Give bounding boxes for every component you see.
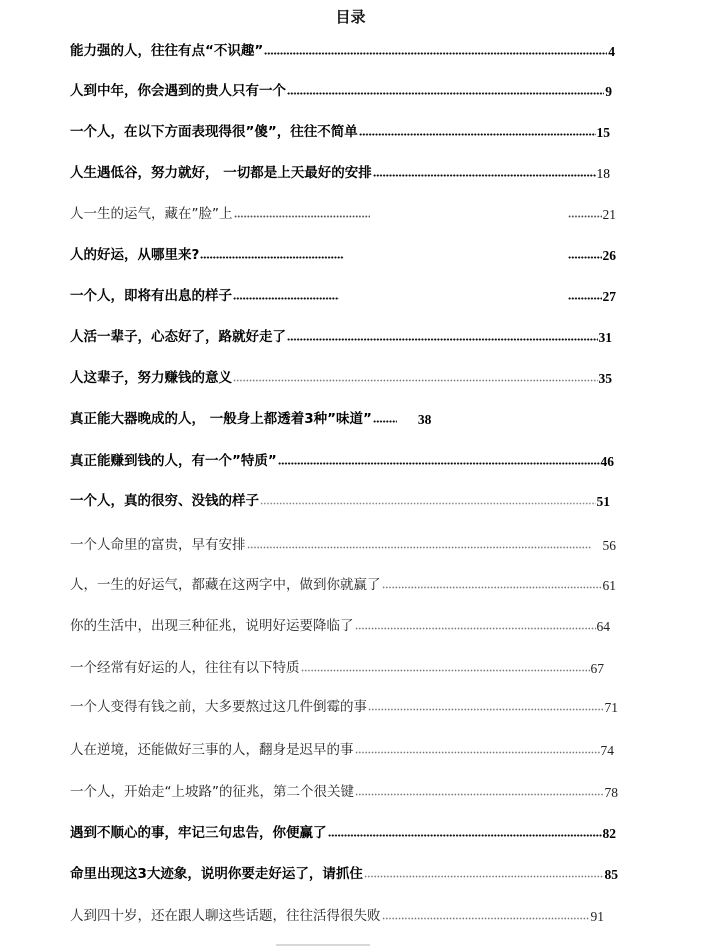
toc-entry-title: 人在逆境，还能做好三事的人，翻身是迟早的事	[70, 741, 354, 758]
toc-entry-page: 15	[596, 124, 610, 140]
toc-entry-page: 35	[598, 370, 612, 386]
dot-leader	[260, 495, 596, 505]
dot-leader	[233, 290, 339, 300]
toc-entry-page: 51	[596, 493, 610, 509]
toc-entry-page: 9	[605, 83, 612, 99]
toc-entry-title: 人的好运，从哪里来?	[70, 246, 200, 263]
toc-entry[interactable]	[70, 735, 614, 757]
page-scroll-indicator	[276, 944, 370, 946]
dot-leader	[568, 290, 602, 300]
toc-entry[interactable]	[70, 322, 612, 344]
toc-entry-page: 61	[602, 577, 616, 593]
toc-entry[interactable]	[70, 859, 618, 881]
toc-entry-title: 人到四十岁，还在跟人聊这些话题，往往活得很失败	[70, 907, 381, 924]
toc-entry-title: 真正能赚到钱的人，有一个”特质”	[70, 452, 277, 469]
dot-leader	[355, 744, 600, 754]
dot-leader	[355, 620, 596, 630]
toc-entry-page: 46	[600, 453, 614, 469]
toc-entry-page: 18	[596, 165, 610, 181]
dot-leader	[373, 413, 397, 423]
toc-entry-title: 一个人命里的富贵，早有安排	[70, 536, 246, 553]
toc-entry-title: 一个人，在以下方面表现得很”傻”，往往不简单	[70, 123, 358, 140]
toc-entry-page: 74	[600, 742, 614, 758]
toc-entry[interactable]	[70, 530, 616, 552]
toc-entry-title: 能力强的人，往往有点“不识趣”	[70, 42, 264, 59]
toc-entry[interactable]	[70, 36, 615, 58]
toc-entry[interactable]	[70, 446, 614, 468]
dot-leader	[355, 786, 604, 796]
toc-entry[interactable]	[70, 281, 616, 303]
toc-entry[interactable]	[70, 158, 610, 180]
toc-entry-title: 人活一辈子，心态好了，路就好走了	[70, 328, 286, 345]
toc-entry-page: 56	[602, 537, 616, 553]
toc-entry[interactable]	[70, 570, 616, 592]
toc-entry-page: 38	[417, 411, 432, 427]
dot-leader	[568, 249, 602, 259]
toc-entry[interactable]	[70, 117, 610, 139]
dot-leader	[382, 579, 602, 589]
toc-entry[interactable]	[70, 363, 612, 385]
toc-entry[interactable]	[70, 692, 618, 714]
toc-entry[interactable]	[70, 611, 610, 633]
toc-title: 目录	[335, 8, 366, 26]
toc-entry-page: 85	[604, 866, 618, 882]
toc-entry[interactable]	[70, 486, 610, 508]
toc-entry-title: 遇到不顺心的事，牢记三句忠告，你便赢了	[70, 824, 327, 841]
toc-entry-title: 你的生活中，出现三种征兆，说明好运要降临了	[70, 617, 354, 634]
toc-entry-title: 一个人，真的很穷、没钱的样子	[70, 492, 259, 509]
toc-entry-page: 64	[596, 618, 610, 634]
toc-entry-page: 82	[602, 825, 616, 841]
dot-leader	[373, 167, 596, 177]
toc-entry-page: 4	[608, 43, 615, 59]
dot-leader	[264, 45, 607, 55]
toc-entry-title: 人这辈子，努力赚钱的意义	[70, 369, 232, 386]
toc-entry-page: 71	[604, 699, 618, 715]
toc-entry-page: 21	[602, 206, 616, 222]
toc-entry[interactable]	[70, 76, 612, 98]
toc-entry[interactable]	[70, 818, 616, 840]
dot-leader	[568, 208, 602, 218]
toc-entry-title: 一个人变得有钱之前，大多要熬过这几件倒霉的事	[70, 698, 367, 715]
toc-entry-title: 一个人，开始走“上坡路”的征兆，第二个很关键	[70, 783, 354, 800]
dot-leader	[328, 827, 602, 837]
toc-entry-page: 26	[602, 247, 616, 263]
dot-leader	[233, 372, 598, 382]
toc-entry[interactable]	[70, 404, 604, 426]
toc-entry-title: 人，一生的好运气，都藏在这两字中，做到你就赢了	[70, 576, 381, 593]
toc-entry-page: 27	[602, 288, 616, 304]
dot-leader	[368, 701, 604, 711]
toc-entry-title: 一个经常有好运的人，往往有以下特质	[70, 659, 300, 676]
dot-leader	[301, 662, 590, 672]
toc-entry[interactable]	[70, 240, 616, 262]
dot-leader	[278, 455, 600, 465]
toc-entry[interactable]	[70, 901, 604, 923]
toc-entry-title: 人一生的运气，藏在”脸”上	[70, 205, 233, 222]
toc-entry-page: 78	[604, 784, 618, 800]
toc-entry[interactable]	[70, 777, 618, 799]
dot-leader	[287, 331, 598, 341]
dot-leader	[359, 126, 596, 136]
toc-entry[interactable]	[70, 199, 616, 221]
dot-leader	[364, 868, 604, 878]
dot-leader	[200, 249, 344, 259]
toc-entry-title: 真正能大器晚成的人， 一般身上都透着3种”味道”	[70, 410, 372, 427]
toc-entry-title: 人生遇低谷，努力就好， 一切都是上天最好的安排	[70, 164, 372, 181]
dot-leader	[247, 539, 592, 549]
toc-entry-title: 人到中年，你会遇到的贵人只有一个	[70, 82, 286, 99]
toc-entry-page: 67	[590, 660, 604, 676]
toc-entry-title: 一个人，即将有出息的样子	[70, 287, 232, 304]
toc-entry-title: 命里出现这3大迹象，说明你要走好运了，请抓住	[70, 865, 363, 882]
dot-leader	[382, 910, 590, 920]
dot-leader	[287, 85, 604, 95]
toc-entry-page: 91	[590, 908, 604, 924]
dot-leader	[234, 208, 370, 218]
toc-entry[interactable]	[70, 653, 604, 675]
toc-entry-page: 31	[598, 329, 612, 345]
